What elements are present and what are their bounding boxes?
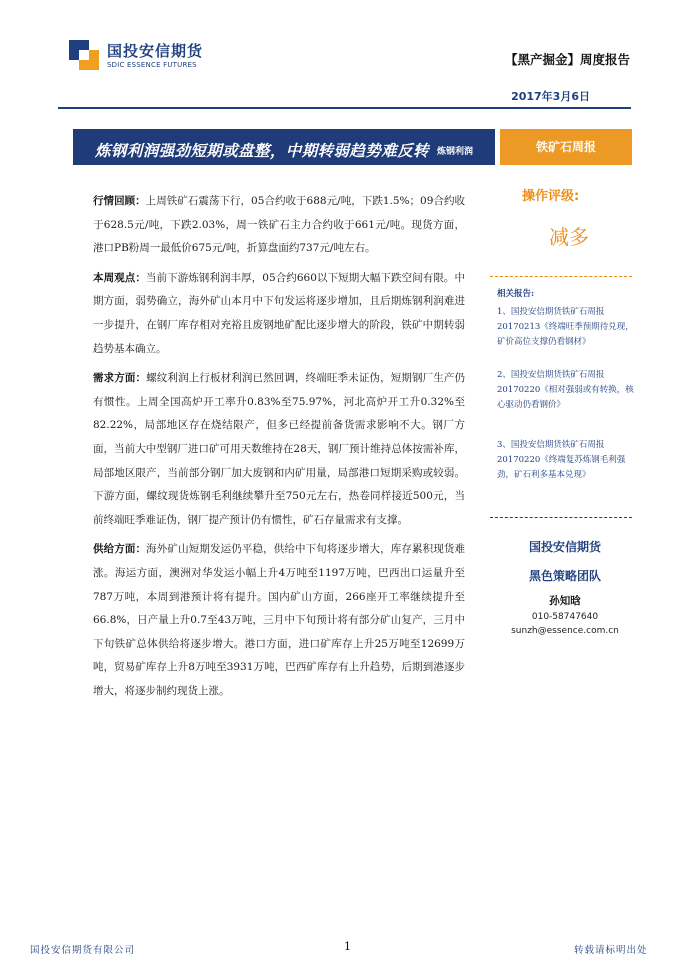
page-number: 1 xyxy=(344,940,351,953)
company-logo-icon xyxy=(67,38,101,72)
weekly-label: 铁矿石周报 xyxy=(535,140,596,154)
team-divider xyxy=(490,517,632,518)
analyst-team xyxy=(490,538,640,638)
related-reports xyxy=(497,287,634,483)
analyst-email[interactable]: sunzh@essence.com.cn xyxy=(511,626,619,636)
related-reports-heading: 相关报告: xyxy=(497,289,535,299)
demand-paragraph xyxy=(93,367,465,532)
rating-label: 操作评级: xyxy=(522,189,580,204)
team-company: 国投安信期货 xyxy=(528,540,601,554)
logo-chinese-name: 国投安信期货 xyxy=(107,42,204,60)
footer-note: 转载请标明出处 xyxy=(574,945,648,956)
rating-value: 减多 xyxy=(549,225,589,249)
section-label: 行情回顾： xyxy=(93,195,146,207)
section-text: 螺纹利润上行板材利润已然回调，终端旺季未证伪，短期钢厂生产仍有惯性。上周全国高炉开工率升0.83%至75.97%，河北高炉开工升0.32%至82.22%，局部地区存在烧结限产，但多已经提前备货需求影响不大。钢厂方面，当前大中型钢厂进口矿可用天数维持在28天，钢厂预计维持总体按需补库，局部地区限产，当前部分钢厂加大废钢和内矿用量，局部港口短期采购或较弱。下游方面，螺纹现货炼钢毛利继续攀升至750元左右，热卷同样接近500元，当前终端旺季难证伪，钢厂提产预计仍有惯性，矿石存量需求有支撑。 xyxy=(93,372,466,526)
weekly-view-paragraph xyxy=(93,267,465,361)
market-review-paragraph xyxy=(93,190,465,261)
section-text: 海外矿山短期发运仍平稳，供给中下旬将逐步增大，库存累积现货难涨。海运方面，澳洲对华发运小幅上升4万吨至1197万吨，巴西出口运量升至787万吨，本周到港预计将有提升。国内矿山方面，266座开工率继续提升至66.8%，日产量上升0.7至43万吨，三月中下旬预计将有部分矿山复产，三月中下旬铁矿总体供给将逐步增大。港口方面，进口矿库存上升25万吨至12699万吨，贸易矿库存上升8万吨至3931万吨，巴西矿库存有上升趋势，后期到港逐步增大，将逐步制约现货上涨。 xyxy=(93,543,466,697)
report-date: 2017年3月6日 xyxy=(511,90,590,103)
section-label: 本周观点： xyxy=(93,271,146,284)
related-report-item[interactable]: 1、国投安信期货铁矿石周报 20170213《终端旺季预期待兑现，矿价高位支撑仍看钢材》 xyxy=(497,307,634,347)
footer-company: 国投安信期货有限公司 xyxy=(30,945,136,956)
report-type: 【黑产掘金】周度报告 xyxy=(504,52,630,67)
section-text: 当前下游炼钢利润丰厚，05合约660以下短期大幅下跌空间有限。中期方面，弱势确立，海外矿山本月中下旬发运将逐步增加，且后期炼钢利润难进一步提升，在钢厂库存相对充裕且废钢地矿配比逐步增大的阶段，铁矿中期转弱趋势基本确立。 xyxy=(93,271,466,355)
report-title: 炼钢利润强劲短期或盘整，中期转弱趋势难反转 xyxy=(95,141,429,160)
section-label: 需求方面： xyxy=(93,372,147,385)
section-label: 供给方面： xyxy=(93,543,147,556)
team-group: 黑色策略团队 xyxy=(528,569,601,583)
rating-divider xyxy=(490,276,632,277)
analyst-name: 孙知晗 xyxy=(549,595,581,607)
related-report-item[interactable]: 3、国投安信期货铁矿石周报 20170220《终端复苏炼钢毛利强劲，矿石利多基本兑现》 xyxy=(497,440,626,480)
supply-paragraph xyxy=(93,538,465,703)
section-text: 上周铁矿石震荡下行，05合约收于688元/吨，下跌1.5%；09合约收于628.5元/吨，下跌2.03%，周一铁矿石主力合约收于661元/吨。现货方面，港口PB粉周一最低价675元/吨，折算盘面约737元/吨左右。 xyxy=(93,195,465,255)
related-report-item[interactable]: 2、国投安信期货铁矿石周报 20170220《相对强弱或有转换，核心驱动仍看钢价》 xyxy=(497,370,634,410)
logo-english-name: SDIC ESSENCE FUTURES xyxy=(107,61,197,69)
analyst-phone: 010-58747640 xyxy=(531,612,599,622)
header-divider xyxy=(58,107,631,109)
report-body xyxy=(93,190,465,709)
title-tag: 炼钢利润 xyxy=(437,147,474,157)
